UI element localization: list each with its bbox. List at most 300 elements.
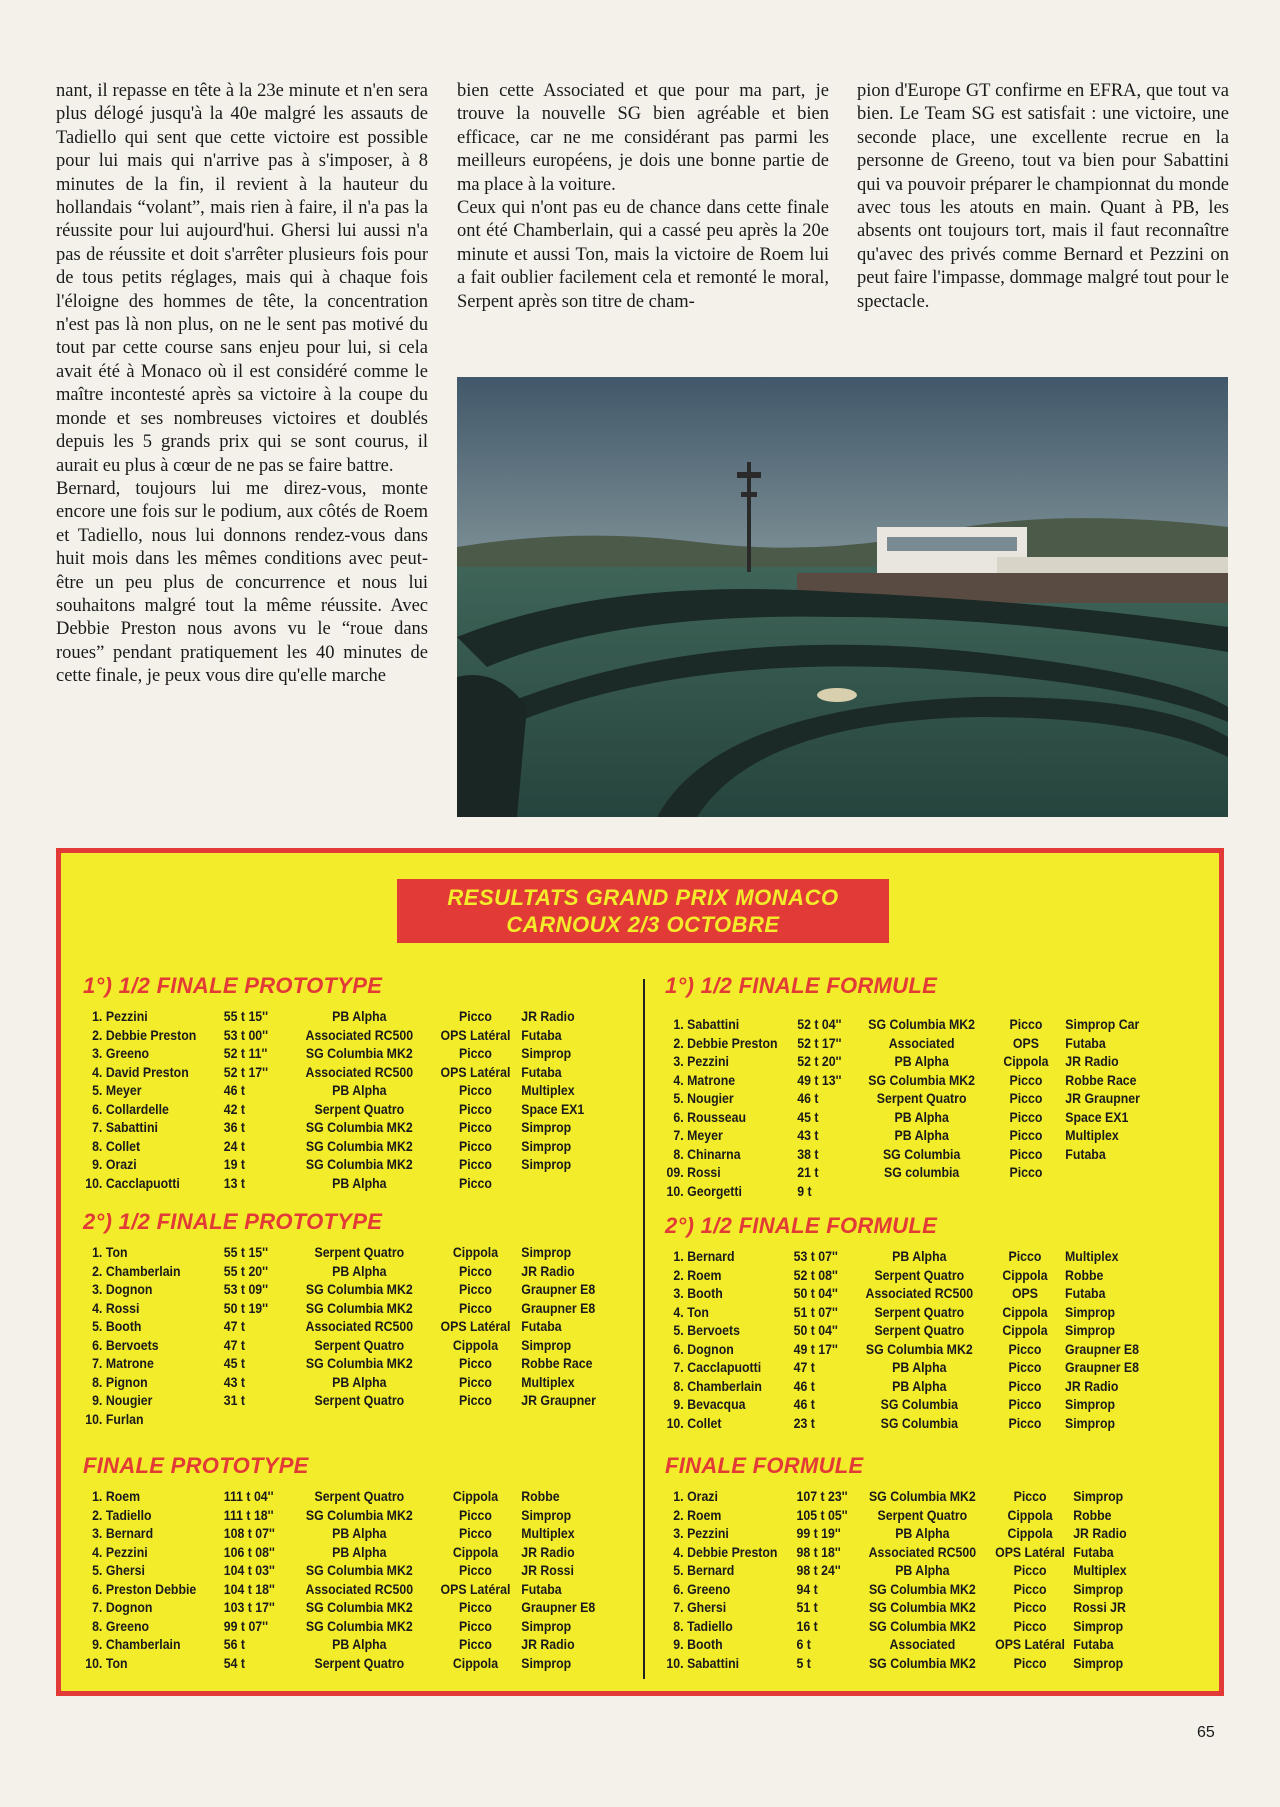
article-paragraph: Bernard, toujours lui me direz-vous, monte encore une fois sur le podium, aux côtés de Roem et Tadiello, nous lui donnons rendez-vous dans huit mois dans les mêmes conditions avec peut-être un peu plus de concurrence et nous lui souhaitons malgré tout la même réussite. Avec Debbie Preston nous avons vu le “roue dans roues” pendant pratiquement les 40 minutes de cette finale, je peux vous dire qu'elle marche xyxy=(56,478,428,687)
driver-cell: Tadiello xyxy=(687,1617,733,1634)
table-row xyxy=(83,1100,613,1119)
car-cell: SG Columbia MK2 xyxy=(305,1562,413,1578)
rank-cell: 5. xyxy=(92,1318,103,1334)
result-cell: 52 t 17'' xyxy=(223,1063,269,1080)
engine-cell: Picco xyxy=(459,1119,492,1135)
driver-cell: Dognon xyxy=(105,1599,153,1615)
car-cell: Serpent Quatro xyxy=(314,1654,405,1671)
driver-cell: Booth xyxy=(687,1285,723,1301)
table-row xyxy=(665,1487,1153,1506)
result-cell xyxy=(224,1410,289,1429)
result-cell: 107 t 23'' xyxy=(796,1488,848,1504)
car-cell: SG Columbia MK2 xyxy=(868,1654,976,1671)
engine-cell: Picco xyxy=(1013,1580,1047,1597)
section-heading: 1°) 1/2 FINALE FORMULE xyxy=(665,973,938,998)
engine-cell: Cippola xyxy=(452,1336,499,1353)
driver-cell: Sabattini xyxy=(687,1016,740,1032)
result-cell: 94 t xyxy=(796,1580,818,1597)
result-cell: 55 t 15'' xyxy=(223,1244,269,1260)
results-table xyxy=(665,1247,1153,1432)
car-cell: Serpent Quatro xyxy=(874,1266,965,1283)
results-title xyxy=(397,879,889,943)
rank-cell: 2. xyxy=(673,1034,684,1051)
driver-cell: Collet xyxy=(687,1414,722,1431)
rank-cell: 10. xyxy=(666,1414,684,1431)
radio-cell: JR Radio xyxy=(1065,1377,1119,1394)
result-cell: 16 t xyxy=(796,1617,818,1634)
car-cell: Associated RC500 xyxy=(865,1285,974,1301)
car-cell: PB Alpha xyxy=(892,1377,947,1394)
table-row xyxy=(83,1598,613,1617)
result-cell: 50 t 19'' xyxy=(223,1299,269,1316)
engine-cell: Picco xyxy=(1008,1340,1042,1357)
driver-cell: Debbie Preston xyxy=(687,1543,778,1560)
result-cell: 98 t 18'' xyxy=(796,1543,841,1560)
driver-cell: Debbie Preston xyxy=(105,1026,197,1043)
result-cell: 52 t 20'' xyxy=(797,1053,842,1069)
radio-cell: Simprop xyxy=(1073,1488,1124,1504)
car-cell: PB Alpha xyxy=(332,1082,387,1098)
driver-cell: Greeno xyxy=(105,1617,150,1634)
radio-cell: Futaba xyxy=(1073,1543,1114,1560)
result-cell: 50 t 04'' xyxy=(793,1322,838,1338)
results-title-line: RESULTATS GRAND PRIX MONACO xyxy=(447,885,839,910)
table-row xyxy=(665,1543,1153,1562)
rank-cell: 8. xyxy=(673,1145,684,1162)
result-cell: 98 t 24'' xyxy=(796,1562,841,1578)
section-heading: 1°) 1/2 FINALE PROTOTYPE xyxy=(83,973,383,998)
rank-cell: 7. xyxy=(92,1119,103,1135)
car-cell: SG Columbia xyxy=(880,1414,958,1431)
table-row xyxy=(83,1391,613,1410)
radio-cell: Simprop Car xyxy=(1065,1016,1140,1032)
driver-cell: Matrone xyxy=(687,1071,736,1088)
table-row xyxy=(665,1284,1153,1303)
engine-cell: Picco xyxy=(459,1373,492,1390)
driver-cell: Rossi xyxy=(687,1164,721,1180)
rank-cell: 7. xyxy=(673,1127,684,1143)
result-cell: 46 t xyxy=(793,1396,815,1412)
table-row xyxy=(83,1118,613,1137)
car-cell: PB Alpha xyxy=(332,1636,387,1652)
rank-cell: 9. xyxy=(92,1156,103,1172)
engine-cell: Picco xyxy=(1008,1248,1042,1264)
radio-cell: Simprop xyxy=(1065,1396,1116,1412)
result-cell: 13 t xyxy=(223,1174,246,1191)
radio-cell: JR Radio xyxy=(1065,1053,1119,1069)
driver-cell: Rousseau xyxy=(687,1108,747,1125)
rank-cell: 4. xyxy=(92,1063,103,1080)
results-section xyxy=(665,1453,1219,1672)
driver-cell: Nougier xyxy=(687,1090,734,1106)
car-cell: SG Columbia MK2 xyxy=(305,1156,413,1172)
result-cell: 46 t xyxy=(797,1090,819,1106)
result-cell: 55 t 15'' xyxy=(223,1008,269,1024)
engine-cell: Picco xyxy=(1009,1145,1043,1162)
table-row xyxy=(665,1340,1153,1359)
table-row xyxy=(665,1126,1153,1145)
radio-cell xyxy=(521,1410,613,1429)
driver-cell: Meyer xyxy=(687,1127,723,1143)
driver-cell: Pezzini xyxy=(687,1525,729,1541)
car-cell: SG Columbia MK2 xyxy=(305,1137,413,1154)
radio-cell: Simprop xyxy=(1073,1580,1124,1597)
table-row xyxy=(665,1015,1153,1034)
result-cell: 104 t 18'' xyxy=(223,1580,275,1597)
driver-cell: Sabattini xyxy=(687,1654,740,1671)
table-row xyxy=(665,1303,1153,1322)
result-cell: 21 t xyxy=(797,1164,819,1180)
results-table xyxy=(665,1487,1153,1672)
result-cell: 55 t 20'' xyxy=(223,1262,269,1279)
result-cell: 53 t 00'' xyxy=(223,1026,269,1043)
radio-cell: JR Radio xyxy=(521,1008,575,1024)
driver-cell: Roem xyxy=(105,1488,141,1504)
car-cell: SG Columbia MK2 xyxy=(868,1016,976,1032)
result-cell: 42 t xyxy=(223,1100,246,1117)
table-row xyxy=(83,1487,613,1506)
driver-cell: Booth xyxy=(105,1318,142,1334)
engine-cell: Picco xyxy=(459,1617,492,1634)
driver-cell: Dognon xyxy=(687,1340,734,1357)
engine-cell: Picco xyxy=(459,1299,492,1316)
article-column-3 xyxy=(857,80,1229,314)
table-row xyxy=(83,1373,613,1392)
table-row xyxy=(665,1635,1153,1654)
engine-cell: OPS Latéral xyxy=(995,1636,1065,1652)
driver-cell: Bernard xyxy=(687,1248,735,1264)
table-row xyxy=(83,1081,613,1100)
car-cell: PB Alpha xyxy=(894,1053,949,1069)
result-cell: 36 t xyxy=(223,1119,246,1135)
rank-cell: 6. xyxy=(673,1340,684,1357)
radio-cell: JR Rossi xyxy=(521,1562,574,1578)
car-cell: SG Columbia xyxy=(880,1396,958,1412)
driver-cell: Bernard xyxy=(105,1525,154,1541)
car-cell: SG Columbia MK2 xyxy=(305,1045,413,1061)
radio-cell xyxy=(1065,1182,1152,1201)
driver-cell: Chamberlain xyxy=(105,1636,181,1652)
engine-cell: Picco xyxy=(459,1008,492,1024)
radio-cell: Futaba xyxy=(521,1580,562,1597)
driver-cell: Pezzini xyxy=(105,1543,148,1560)
engine-cell: Picco xyxy=(1013,1599,1047,1615)
driver-cell: Meyer xyxy=(105,1082,142,1098)
radio-cell: JR Radio xyxy=(521,1543,575,1560)
engine-cell: Picco xyxy=(459,1262,492,1279)
engine-cell: OPS xyxy=(1011,1285,1038,1301)
car-cell: PB Alpha xyxy=(895,1525,950,1541)
section-heading: FINALE FORMULE xyxy=(665,1453,864,1478)
table-row xyxy=(665,1358,1153,1377)
car-cell: PB Alpha xyxy=(332,1262,387,1279)
car-cell: Serpent Quatro xyxy=(876,1090,967,1106)
result-cell: 53 t 07'' xyxy=(793,1248,838,1264)
rank-cell: 9. xyxy=(92,1636,103,1652)
car-cell: Associated RC500 xyxy=(305,1580,414,1597)
rank-cell: 5. xyxy=(673,1562,684,1578)
rank-cell: 7. xyxy=(92,1355,103,1371)
driver-cell: Collardelle xyxy=(105,1100,169,1117)
driver-cell: Pignon xyxy=(105,1373,148,1390)
car-cell: Serpent Quatro xyxy=(314,1488,405,1504)
table-row xyxy=(83,1354,613,1373)
car-cell: SG Columbia xyxy=(882,1145,961,1162)
table-row xyxy=(83,1543,613,1562)
driver-cell: Roem xyxy=(687,1266,722,1283)
car-cell xyxy=(289,1410,433,1429)
rank-cell: 8. xyxy=(92,1617,103,1634)
engine-cell: Picco xyxy=(459,1082,492,1098)
result-cell: 23 t xyxy=(793,1414,815,1431)
radio-cell: Futaba xyxy=(1065,1034,1106,1051)
article-paragraph: Ceux qui n'ont pas eu de chance dans cette finale ont été Chamberlain, qui a cassé peu après la 20e minute et aussi Ton, mais la victoire de Roem lui a fait oublier facilement cela et remonté le moral, Serpent après son titre de cham- xyxy=(457,198,829,312)
rank-cell: 1. xyxy=(92,1488,103,1504)
article-column-1 xyxy=(56,80,428,689)
radio-cell: Robbe Race xyxy=(1065,1071,1137,1088)
car-cell: PB Alpha xyxy=(332,1373,387,1390)
result-cell: 111 t 18'' xyxy=(223,1506,274,1523)
car-cell: SG Columbia MK2 xyxy=(305,1299,413,1316)
engine-cell: Picco xyxy=(1009,1090,1043,1106)
table-row xyxy=(665,1617,1153,1636)
rank-cell: 6. xyxy=(92,1336,103,1353)
radio-cell: Simprop xyxy=(521,1045,572,1061)
car-cell: SG Columbia MK2 xyxy=(868,1488,976,1504)
engine-cell: Cippola xyxy=(1002,1322,1048,1338)
driver-cell: Furlan xyxy=(105,1410,144,1427)
engine-cell: Picco xyxy=(1009,1016,1043,1032)
radio-cell: JR Radio xyxy=(1073,1525,1127,1541)
rank-cell: 6. xyxy=(92,1100,103,1117)
rank-cell: 7. xyxy=(92,1599,103,1615)
table-row xyxy=(665,1071,1153,1090)
radio-cell: Futaba xyxy=(1073,1636,1114,1652)
results-panel xyxy=(56,848,1224,1696)
table-row xyxy=(83,1561,613,1580)
driver-cell: Matrone xyxy=(105,1355,154,1371)
table-row xyxy=(83,1026,613,1045)
engine-cell: Picco xyxy=(1008,1414,1042,1431)
engine-cell: Picco xyxy=(459,1281,492,1297)
table-row xyxy=(83,1317,613,1336)
driver-cell: Dognon xyxy=(105,1281,153,1297)
rank-cell: 9. xyxy=(673,1396,684,1412)
result-cell: 106 t 08'' xyxy=(223,1543,275,1560)
driver-cell: Orazi xyxy=(105,1156,137,1172)
table-row xyxy=(665,1561,1153,1580)
rank-cell: 3. xyxy=(92,1045,103,1061)
radio-cell: Graupner E8 xyxy=(521,1299,596,1316)
table-row xyxy=(83,1262,613,1281)
result-cell: 105 t 05'' xyxy=(796,1506,848,1523)
driver-cell: Nougier xyxy=(105,1392,153,1408)
result-cell: 99 t 19'' xyxy=(796,1525,841,1541)
driver-cell: Debbie Preston xyxy=(687,1034,778,1051)
car-cell: Associated RC500 xyxy=(305,1063,414,1080)
driver-cell: Greeno xyxy=(105,1045,150,1061)
radio-cell: Futaba xyxy=(1065,1285,1106,1301)
driver-cell: Georgetti xyxy=(687,1182,742,1199)
table-row xyxy=(665,1052,1153,1071)
result-cell: 52 t 08'' xyxy=(793,1266,838,1283)
rank-cell: 09. xyxy=(666,1164,684,1180)
car-cell: PB Alpha xyxy=(332,1008,387,1024)
result-cell: 9 t xyxy=(797,1182,812,1199)
table-row xyxy=(83,1336,613,1355)
driver-cell: Ton xyxy=(687,1303,709,1320)
driver-cell: David Preston xyxy=(105,1063,189,1080)
results-table xyxy=(83,1007,613,1192)
engine-cell: Picco xyxy=(1009,1108,1043,1125)
car-cell: PB Alpha xyxy=(894,1127,949,1143)
radio-cell: Space EX1 xyxy=(521,1100,585,1117)
table-row xyxy=(665,1089,1153,1108)
car-cell: PB Alpha xyxy=(332,1525,387,1541)
engine-cell xyxy=(433,1410,521,1429)
driver-cell: Chinarna xyxy=(687,1145,741,1162)
table-row xyxy=(665,1034,1153,1053)
driver-cell: Pezzini xyxy=(105,1008,148,1024)
rank-cell: 1. xyxy=(92,1244,103,1260)
table-row xyxy=(665,1524,1153,1543)
result-cell: 38 t xyxy=(797,1145,819,1162)
radio-cell: Multiplex xyxy=(1065,1248,1119,1264)
result-cell: 31 t xyxy=(223,1392,246,1408)
result-cell: 51 t 07'' xyxy=(793,1303,838,1320)
rank-cell: 8. xyxy=(92,1137,103,1154)
radio-cell: Futaba xyxy=(521,1063,562,1080)
car-cell: Serpent Quatro xyxy=(874,1322,965,1338)
table-row xyxy=(83,1506,613,1525)
radio-cell: Simprop xyxy=(521,1654,572,1671)
rank-cell: 5. xyxy=(92,1562,103,1578)
results-section xyxy=(83,1209,685,1428)
radio-cell: Simprop xyxy=(521,1156,572,1172)
table-row xyxy=(83,1654,613,1673)
table-row xyxy=(665,1163,1153,1182)
table-row xyxy=(83,1155,613,1174)
result-cell: 53 t 09'' xyxy=(223,1281,269,1297)
table-row xyxy=(83,1617,613,1636)
radio-cell: Simprop xyxy=(1065,1303,1116,1320)
driver-cell: Ton xyxy=(105,1244,128,1260)
engine-cell: OPS Latéral xyxy=(440,1063,511,1080)
result-cell: 46 t xyxy=(793,1377,815,1394)
radio-cell: Robbe Race xyxy=(521,1355,593,1371)
table-row xyxy=(665,1247,1153,1266)
results-title-line: CARNOUX 2/3 OCTOBRE xyxy=(506,912,780,937)
section-heading: 2°) 1/2 FINALE FORMULE xyxy=(665,1213,938,1238)
result-cell: 46 t xyxy=(223,1082,246,1098)
car-cell: Serpent Quatro xyxy=(314,1100,405,1117)
radio-cell: Multiplex xyxy=(521,1373,575,1390)
driver-cell: Bernard xyxy=(687,1562,735,1578)
radio-cell: Futaba xyxy=(521,1026,562,1043)
rank-cell: 2. xyxy=(92,1506,103,1523)
radio-cell: Multiplex xyxy=(1073,1562,1127,1578)
rank-cell: 2. xyxy=(673,1506,684,1523)
engine-cell xyxy=(990,1182,1065,1201)
table-row xyxy=(83,1044,613,1063)
table-row xyxy=(665,1321,1153,1340)
radio-cell xyxy=(521,1174,613,1193)
car-cell: Associated xyxy=(888,1034,955,1051)
radio-cell: Graupner E8 xyxy=(521,1599,596,1615)
rank-cell: 6. xyxy=(673,1108,684,1125)
driver-cell: Roem xyxy=(687,1506,722,1523)
driver-cell: Bervoets xyxy=(687,1322,740,1338)
rank-cell: 4. xyxy=(673,1071,684,1088)
engine-cell: Picco xyxy=(459,1355,492,1371)
engine-cell: Picco xyxy=(1008,1377,1042,1394)
engine-cell: Picco xyxy=(459,1137,492,1154)
car-cell: PB Alpha xyxy=(332,1543,387,1560)
driver-cell: Cacclapuotti xyxy=(105,1174,180,1191)
car-cell: SG Columbia MK2 xyxy=(868,1617,976,1634)
radio-cell: Simprop xyxy=(1073,1654,1124,1671)
table-row xyxy=(665,1266,1153,1285)
car-cell: SG Columbia MK2 xyxy=(305,1355,413,1371)
car-cell: Serpent Quatro xyxy=(314,1244,405,1260)
car-cell: SG Columbia MK2 xyxy=(305,1599,413,1615)
rank-cell: 3. xyxy=(92,1281,103,1297)
radio-cell: Graupner E8 xyxy=(1065,1359,1139,1375)
table-row xyxy=(665,1395,1153,1414)
radio-cell: Multiplex xyxy=(521,1082,575,1098)
engine-cell: Picco xyxy=(459,1045,492,1061)
result-cell: 45 t xyxy=(797,1108,819,1125)
engine-cell: Picco xyxy=(459,1174,492,1191)
table-row xyxy=(83,1635,613,1654)
result-cell: 52 t 04'' xyxy=(797,1016,842,1032)
radio-cell: JR Radio xyxy=(521,1262,575,1279)
radio-cell: Simprop xyxy=(521,1617,572,1634)
table-row xyxy=(83,1174,613,1193)
driver-cell: Tadiello xyxy=(105,1506,152,1523)
rank-cell: 3. xyxy=(92,1525,103,1541)
table-row xyxy=(665,1377,1153,1396)
rank-cell: 5. xyxy=(92,1082,103,1098)
radio-cell: Simprop xyxy=(1065,1414,1116,1431)
engine-cell: Picco xyxy=(1009,1164,1043,1180)
rank-cell: 1. xyxy=(92,1008,103,1024)
table-row xyxy=(83,1280,613,1299)
driver-cell: Preston Debbie xyxy=(105,1580,197,1597)
results-section xyxy=(665,1213,1219,1432)
rank-cell: 7. xyxy=(673,1359,684,1375)
radio-cell: Space EX1 xyxy=(1065,1108,1129,1125)
car-cell: Associated RC500 xyxy=(305,1318,414,1334)
driver-cell: Chamberlain xyxy=(687,1377,762,1394)
section-heading: FINALE PROTOTYPE xyxy=(83,1453,309,1478)
engine-cell: Picco xyxy=(459,1506,492,1523)
result-cell: 49 t 13'' xyxy=(797,1071,842,1088)
driver-cell: Bevacqua xyxy=(687,1396,746,1412)
engine-cell: Cippola xyxy=(452,1543,499,1560)
rank-cell: 9. xyxy=(673,1636,684,1652)
engine-cell: Cippola xyxy=(1007,1525,1053,1541)
radio-cell: Robbe xyxy=(1073,1506,1112,1523)
article-paragraph: bien cette Associated et que pour ma part, je trouve la nouvelle SG bien agréable et bien efficace, car ne me considérant pas parmi les meilleurs européens, je dois une bonne partie de ma place à la voiture. xyxy=(457,81,829,195)
article-column-2 xyxy=(457,80,829,314)
rank-cell: 1. xyxy=(673,1248,684,1264)
engine-cell: Picco xyxy=(1009,1127,1043,1143)
rank-cell: 3. xyxy=(673,1285,684,1301)
engine-cell: Cippola xyxy=(1002,1266,1048,1283)
article-paragraph: nant, il repasse en tête à la 23e minute et n'en sera plus délogé jusqu'à la 40e malgré les assauts de Tadiello qui sent que cette victoire est possible pour lui mais qui n'arrive pas à s'imposer, à 8 minutes de la fin, il revient à la hauteur du hollandais “volant”, mais rien à faire, il n'a pas la réussite pour lui aujourd'hui. Ghersi lui aussi n'a pas de réussite et doit s'arrêter plusieurs fois pour de tous petits réglages, mais qui à chaque fois l'éloigne des hommes de tête, la concentration n'est pas là non plus, on ne le sent pas motivé du tout par cette course sans enjeu pour lui, si cela avait été à Monaco où il est considéré comme le maître incontesté après sa victoire à la coupe du monde et ses nombreuses victoires et doublés depuis les 5 grands prix qui se sont courus, il aurait eu plus à cœur de ne pas se faire battre. xyxy=(56,81,428,476)
article-paragraph: pion d'Europe GT confirme en EFRA, que tout va bien. Le Team SG est satisfait : une victoire, une seconde place, une excellente recrue en la personne de Greeno, tout va bien pour Sabattini qui va pouvoir préparer le championnat du monde avec tous les atouts en main. Quant à PB, les absents ont toujours tort, mais il faut reconnaître qu'avec des privés comme Bernard et Pezzini on peut faire l'impasse, dommage malgré tout pour le spectacle. xyxy=(857,81,1229,312)
